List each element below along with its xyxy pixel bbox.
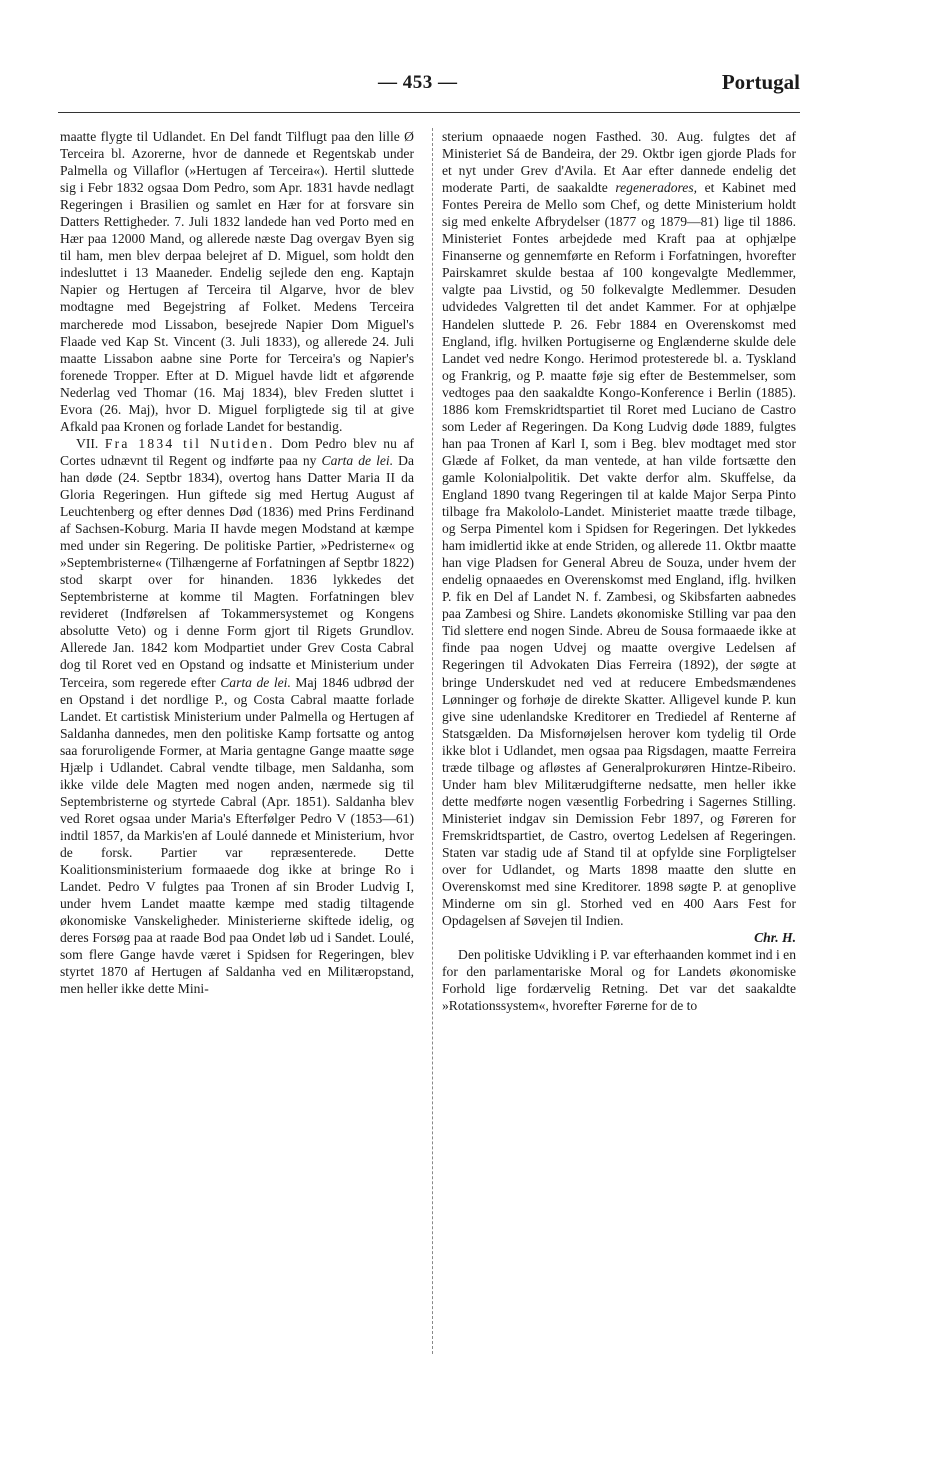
italic-term: regeneradores, [615, 180, 698, 196]
italic-term: Carta de lei. [220, 674, 291, 690]
paragraph [442, 128, 796, 946]
left-column [60, 128, 414, 997]
section-number: VII. [76, 435, 105, 451]
text-run: Maj 1846 udbrød der en Opstand i det nordlige P., og Costa Cabral maatte forlade Landet. Et cartistisk Ministerium under Palmella og Hertugen af Saldanha dannedes, men den politiske Kamp fortsatte og antog saa foruroligende Former, at Maria gentagne Gange maatte søge Hjælp i Udlandet. Cabral vendte tilbage, men Saldanha, som ikke vilde dele Magten med nogen anden, nærmede sig til Septembristerne og styrtede Cabral (Apr. 1851). Saldanha blev ved Roret ogsaa under Maria's Efterfølger Pedro V (1853—61) indtil 1857, da Markis'en af Loulé dannede et Ministerium, hvor de forsk. Partier var repræsenterede. Dette Koalitionsministerium formaaede dog ikke at bringe Ro i Landet. Pedro V fulgtes paa Tronen af sin Broder Ludvig I, under hvem Landet maatte kæmpe med stadig tiltagende økonomiske Vanskeligheder. Ministerierne skiftede idelig, og deres Forsøg paa at raade Bod paa Ondet løb ud i Sandet. Loulé, som flere Gange havde været i Spidsen for Regeringen, blev styrtet 1870 af Hertugen af Saldanha ved en Militæropstand, men heller ikke dette Mini- [60, 674, 414, 997]
text-run: sterium opnaaede nogen Fasthed. 30. Aug. fulgtes det af Ministeriet Sá de Bandeira, der 29. Oktbr igen gjorde Plads for et nyt under Grev d'Avila. Et Aar efter dannede endelig det moderate Parti, de saakaldte [442, 129, 796, 196]
text-run: Dom Pedro blev nu af Cortes udnævnt til Regent og indførte paa ny [60, 435, 415, 468]
paragraph [60, 435, 414, 998]
section-title: Portugal [721, 70, 800, 94]
page-header [60, 70, 800, 100]
text-run: et Kabinet med Fontes Pereira de Mello som Chef, og dette Ministerium holdt sig med enkelte Afbrydelser (1877 og 1879—81) lige til 1886. Ministeriet Fontes arbejdede med Kraft paa at ophjælpe Finanserne og gennemførte en Reform i Forfatningen, hvorefter Pairskamret skulde bestaa af 100 kongevalgte Medlemmer, valgte paa Livstid, og 50 folkevalgte Medlemmer. Desuden udvidedes Valgretten til det andet Kammer. For at ophjælpe Handelen sluttede P. 26. Febr 1884 en Overenskomst med England, iflg. hvilken Portugiserne og Englænderne skulde dele Landet ved nedre Kongo. Herimod protesterede bl. a. Tyskland og Frankrig, og P. maatte føje sig efter de Bestemmelser, som vedtoges paa den saakaldte Kongo-Konference i Berlin (1885). 1886 kom Fremskridtspartiet til Roret med Luciano de Castro som Leder af Regeringen. Da Kong Ludvig døde 1889, fulgtes han paa Tronen af Karl I, som i Beg. blev modtaget med stor Glæde af Folket, da man ventede, at han vilde fortsætte den gamle Kolonialpolitik. Det vakte derfor alm. Skuffelse, da England 1890 tvang Regeringen til at kalde Major Serpa Pinto tilbage fra Makololo-Landet. Ministeriet maatte træde tilbage, og Serpa Pimentel kom i Spidsen for Regeringen. Det lykkedes ham imidlertid ikke at ende Striden, og allerede 11. Oktbr maatte han vige Pladsen for General Abreu de Souza, under hvem der endelig opnaaedes en Overenskomst med England, iflg. hvilken P. fik en Del af Landet N. f. Zambesi, og Skibsfarten aabnedes paa Zambesi og Shire. Landets økonomiske Stilling var paa den Tid slettere end nogen Sinde. Abreu de Sousa formaaede ikke at finde paa nogen Udvej og maatte overgive Ledelsen af Regeringen til Advokaten Dias Ferreira (1892), der søgte at bringe Underskudet ned ved at reducere Embedsmændenes Lønninger og forhøje de direkte Skatter. Alligevel kunde P. kun give sine udenlandske Kreditorer en Trediedel af Renterne af Statsgælden. Da Misfornøjelsen herover kom tydelig til Orde ikke blot i Udlandet, men ogsaa paa Rigsdagen, maatte Ferreira træde tilbage og afløstes af Generalprokurøren Hintze-Ribeiro. Under ham blev Militærudgifterne nedsatte, men heller ikke dette medførte nogen væsentlig Forbedring i Sagernes Stilling. Ministeriet indgav sin Demission Febr 1897, og Føreren for Fremskridtspartiet, de Castro, overtog Ledelsen af Regeringen. Staten var stadig ude af Stand til at opfylde sine Forpligtelser over for Udlandet, og Marts 1898 maatte den slutte en Overenskomst med sine Kreditorer. 1898 søgte P. at genoplive Minderne om sin gl. Storhed ved en 400 Aars Fest for Opdagelsen af Søvejen til Indien. [442, 180, 797, 929]
paragraph: Den politiske Udvikling i P. var efterhaanden kommet ind i en for den parlamentariske Moral og for Landets økonomiske Forhold lige fordærvelig Retning. Det var det saakaldte »Rotationssystem«, hvorefter Førerne for de to [442, 947, 796, 1014]
paragraph: maatte flygte til Udlandet. En Del fandt Tilflugt paa den lille Ø Terceira bl. Azorerne, hvor de dannede et Regentskab under Palmella og Villaflor (»Hertugen af Terceira«). Hertil sluttede sig i Febr 1832 ogsaa Dom Pedro, som Apr. 1831 havde nedlagt Regeringen i Brasilien og samlet en Hær for at forsvare sin Datters Rettigheder. 7. Juli 1832 landede han ved Porto med en Hær paa 12000 Mand, og allerede næste Dag overgav Byen sig til ham, men blev derpaa belejret af D. Miguel, som holdt den indesluttet i 13 Maaneder. Endelig sejlede den eng. Kaptajn Napier og Hertugen af Terceira til Algarve, hvor de blev modtagne med Begejstring af Folket. Medens Terceira marcherede mod Lissabon, besejrede Napier Dom Miguel's Flaade ved Kap St. Vincent (3. Juli 1833), og allerede 24. Juli maatte Lissabon aabne sine Porte for Terceira's og Napier's forenede Tropper. Efter at D. Miguel havde lidt et afgørende Nederlag ved Thomar (16. Maj 1834), blev Freden sluttet i Evora (26. Maj), hvor D. Miguel forpligtede sig til at give Afkald paa Kronen og forlade Landet for bestandig. [60, 129, 414, 434]
text-run: Da han døde (24. Septbr 1834), overtog hans Datter Maria II da Gloria Regeringen. Hun giftede sig med Hertug August af Leuchtenberg og efter dennes Død (1836) med Prins Ferdinand af Sachsen-Koburg. Maria II havde megen Modstand at kæmpe med under sin Regering. De politiske Partier, »Pedristerne« og »Septembristerne« (Tilhængerne af Forfatningen af Septbr 1822) stod skarpt over for hinanden. 1836 lykkedes det Septembristerne at komme til Magten. Forfatningen blev revideret (Indførelsen af Tokammersystemet og Kongens absolutte Veto) og i denne Form gjort til Rigets Grundlov. Allerede Jan. 1842 kom Modpartiet under Grev Costa Cabral dog til Roret ved en Opstand og indsatte et Ministerium under Terceira, som regerede efter [60, 452, 414, 690]
author-signature: Chr. H. [754, 930, 796, 946]
italic-term: Carta de lei. [321, 452, 394, 468]
section-heading: Fra 1834 til Nutiden. [104, 435, 275, 451]
column-divider [432, 128, 433, 1354]
page-number: — 453 — [378, 72, 458, 93]
right-column [442, 128, 796, 1014]
header-rule [58, 112, 800, 113]
